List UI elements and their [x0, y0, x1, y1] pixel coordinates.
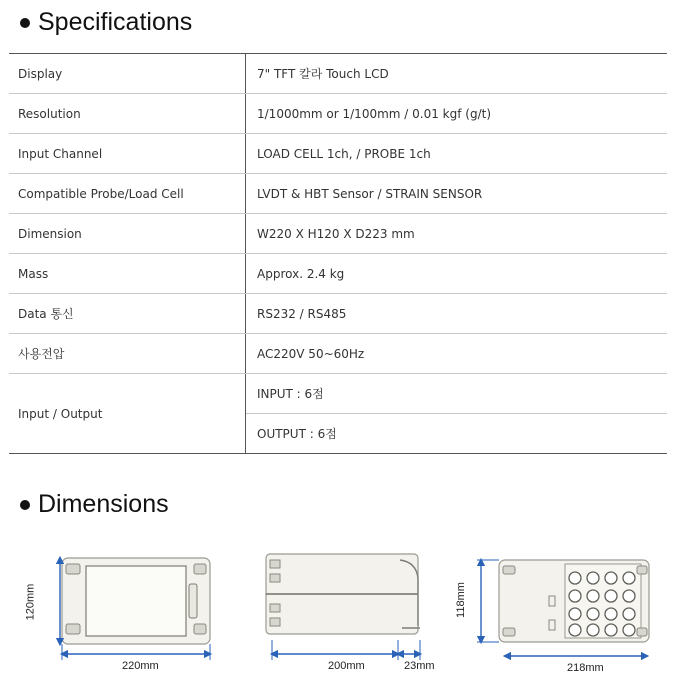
spec-label: Resolution [9, 94, 246, 134]
table-row [9, 294, 667, 334]
table-row [9, 214, 667, 254]
spec-value: LOAD CELL 1ch, / PROBE 1ch [246, 134, 668, 174]
spec-value-input: INPUT : 6점 [246, 374, 668, 414]
spec-value: LVDT & HBT Sensor / STRAIN SENSOR [246, 174, 668, 214]
dimensions-title: Dimensions [38, 490, 169, 518]
spec-label-io: Input / Output [9, 374, 246, 454]
dimensions-heading [20, 490, 169, 519]
spec-label: Mass [9, 254, 246, 294]
specifications-table [9, 53, 667, 454]
spec-value: 1/1000mm or 1/100mm / 0.01 kgf (g/t) [246, 94, 668, 134]
specifications-heading [20, 8, 192, 37]
spec-value-output: OUTPUT : 6점 [246, 414, 668, 454]
rear-height-label: 118mm [454, 582, 467, 618]
specifications-title: Specifications [38, 8, 193, 36]
spec-value: RS232 / RS485 [246, 294, 668, 334]
front-view-drawing [20, 548, 220, 688]
side-view-diagram [260, 548, 450, 688]
side-depth-label: 200mm [328, 660, 365, 672]
bullet-icon [20, 18, 30, 28]
spec-label: Data 통신 [9, 294, 246, 334]
front-height-label: 120mm [24, 583, 37, 621]
spec-value: W220 X H120 X D223 mm [246, 214, 668, 254]
spec-value: 7" TFT 칼라 Touch LCD [246, 54, 668, 94]
table-row [9, 334, 667, 374]
spec-label: Compatible Probe/Load Cell [9, 174, 246, 214]
front-view-diagram [20, 548, 220, 688]
spec-label: 사용전압 [9, 334, 246, 374]
table-row [9, 54, 667, 94]
spec-label: Dimension [9, 214, 246, 254]
rear-width-label: 218mm [567, 662, 604, 674]
front-width-label: 220mm [122, 660, 159, 672]
table-row [9, 174, 667, 214]
rear-view-diagram [455, 548, 665, 688]
rear-view-drawing [455, 548, 665, 688]
table-row [9, 134, 667, 174]
side-extra-label: 23mm [404, 660, 435, 672]
spec-label: Display [9, 54, 246, 94]
bullet-icon [20, 500, 30, 510]
spec-label: Input Channel [9, 134, 246, 174]
table-row [9, 94, 667, 134]
table-row [9, 374, 667, 414]
table-row [9, 254, 667, 294]
spec-value: AC220V 50~60Hz [246, 334, 668, 374]
spec-value: Approx. 2.4 kg [246, 254, 668, 294]
